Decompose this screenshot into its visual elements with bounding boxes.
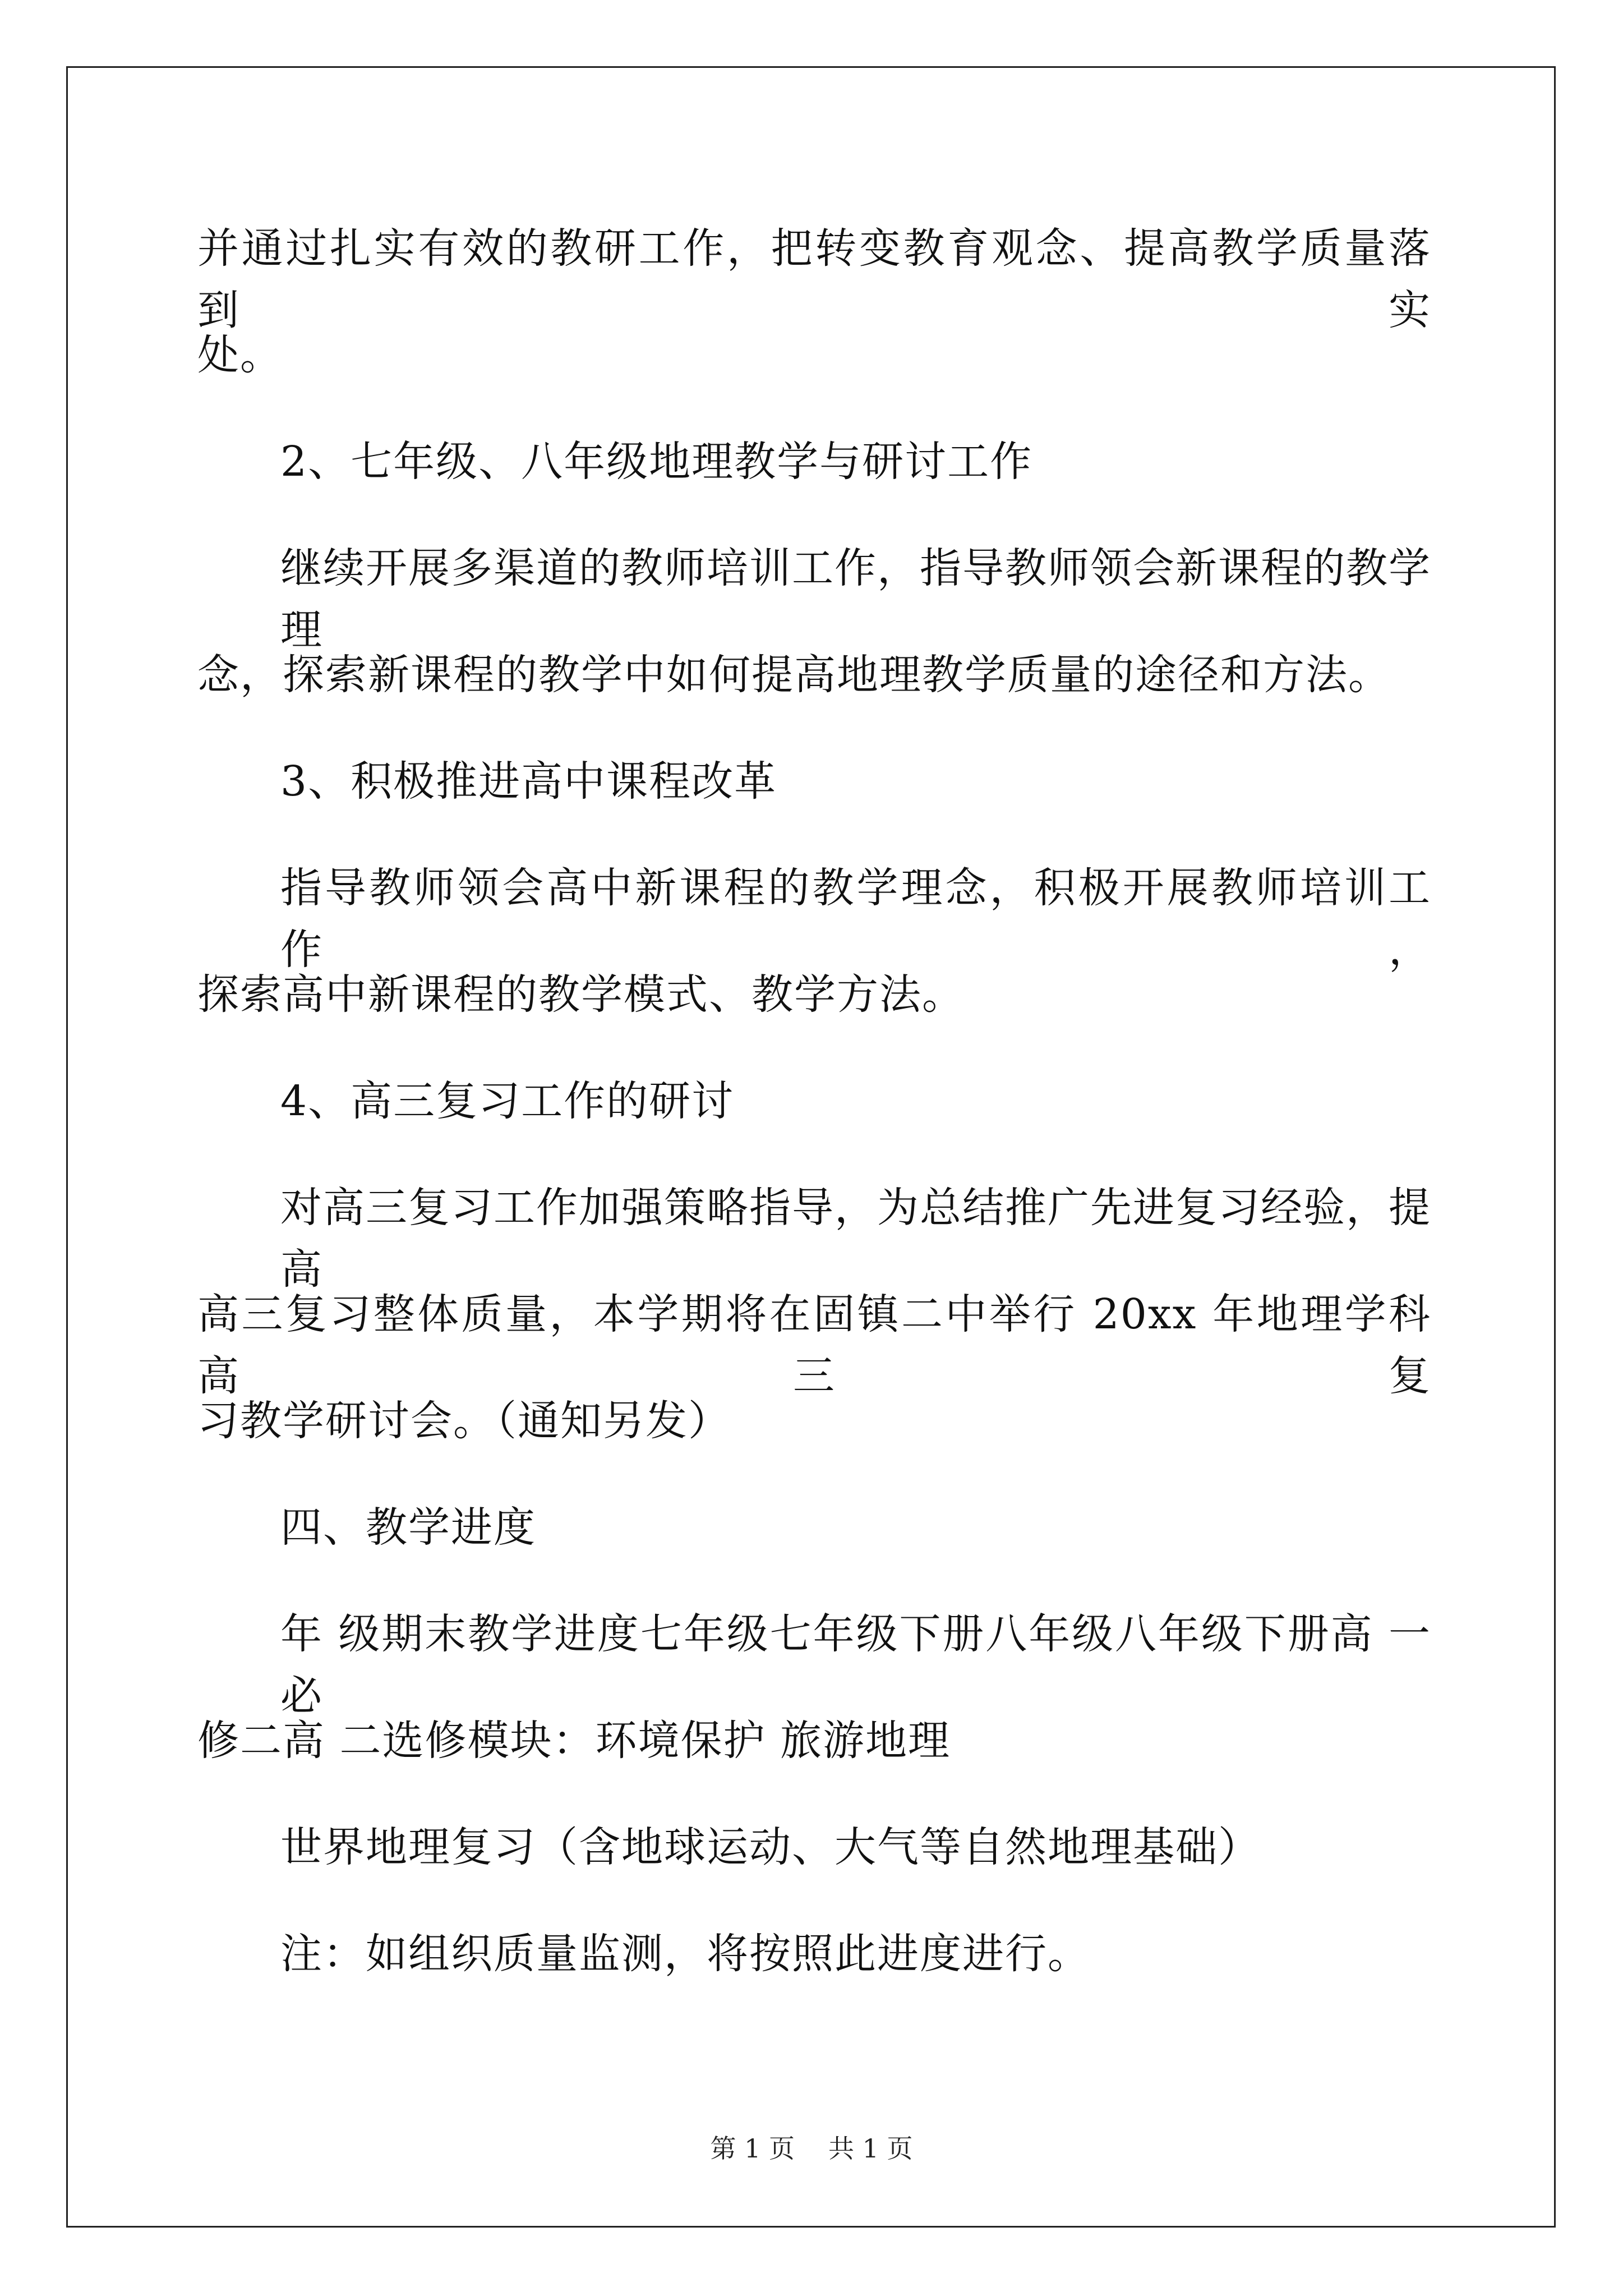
paragraph-line: 高三复习整体质量，本学期将在固镇二中举行 20xx 年地理学科高三复 bbox=[197, 1290, 1431, 1400]
page-total: 共 1 页 bbox=[828, 2133, 913, 2164]
paragraph-line: 年 级期末教学进度七年级七年级下册八年级八年级下册高 一必 bbox=[280, 1610, 1431, 1720]
paragraph-line: 世界地理复习（含地球运动、大气等自然地理基础） bbox=[280, 1823, 1261, 1871]
paragraph-line: 并通过扎实有效的教研工作，把转变教育观念、提高教学质量落到实 bbox=[197, 224, 1431, 334]
page-footer bbox=[0, 2132, 1623, 2165]
paragraph-line: 修二高 二选修模块：环境保护 旅游地理 bbox=[197, 1717, 951, 1765]
page-border bbox=[66, 66, 1556, 2228]
paragraph-line: 对高三复习工作加强策略指导，为总结推广先进复习经验，提高 bbox=[280, 1184, 1431, 1294]
page-number: 第 1 页 bbox=[710, 2133, 795, 2164]
section-heading: 4、高三复习工作的研讨 bbox=[280, 1077, 735, 1125]
paragraph-line: 习教学研讨会。（通知另发） bbox=[197, 1397, 731, 1445]
paragraph-line: 指导教师领会高中新课程的教学理念，积极开展教师培训工作， bbox=[280, 864, 1431, 974]
paragraph-line: 注：如组织质量监测，将按照此进度进行。 bbox=[280, 1930, 1090, 1978]
section-heading: 3、积极推进高中课程改革 bbox=[280, 757, 777, 806]
section-heading: 2、七年级、八年级地理教学与研讨工作 bbox=[280, 438, 1033, 486]
section-heading: 四、教学进度 bbox=[280, 1503, 536, 1552]
paragraph-line: 继续开展多渠道的教师培训工作，指导教师领会新课程的教学理 bbox=[280, 544, 1431, 654]
paragraph-line: 处。 bbox=[197, 331, 283, 379]
paragraph-line: 探索高中新课程的教学模式、教学方法。 bbox=[197, 970, 965, 1019]
paragraph-line: 念，探索新课程的教学中如何提高地理教学质量的途径和方法。 bbox=[197, 651, 1391, 699]
